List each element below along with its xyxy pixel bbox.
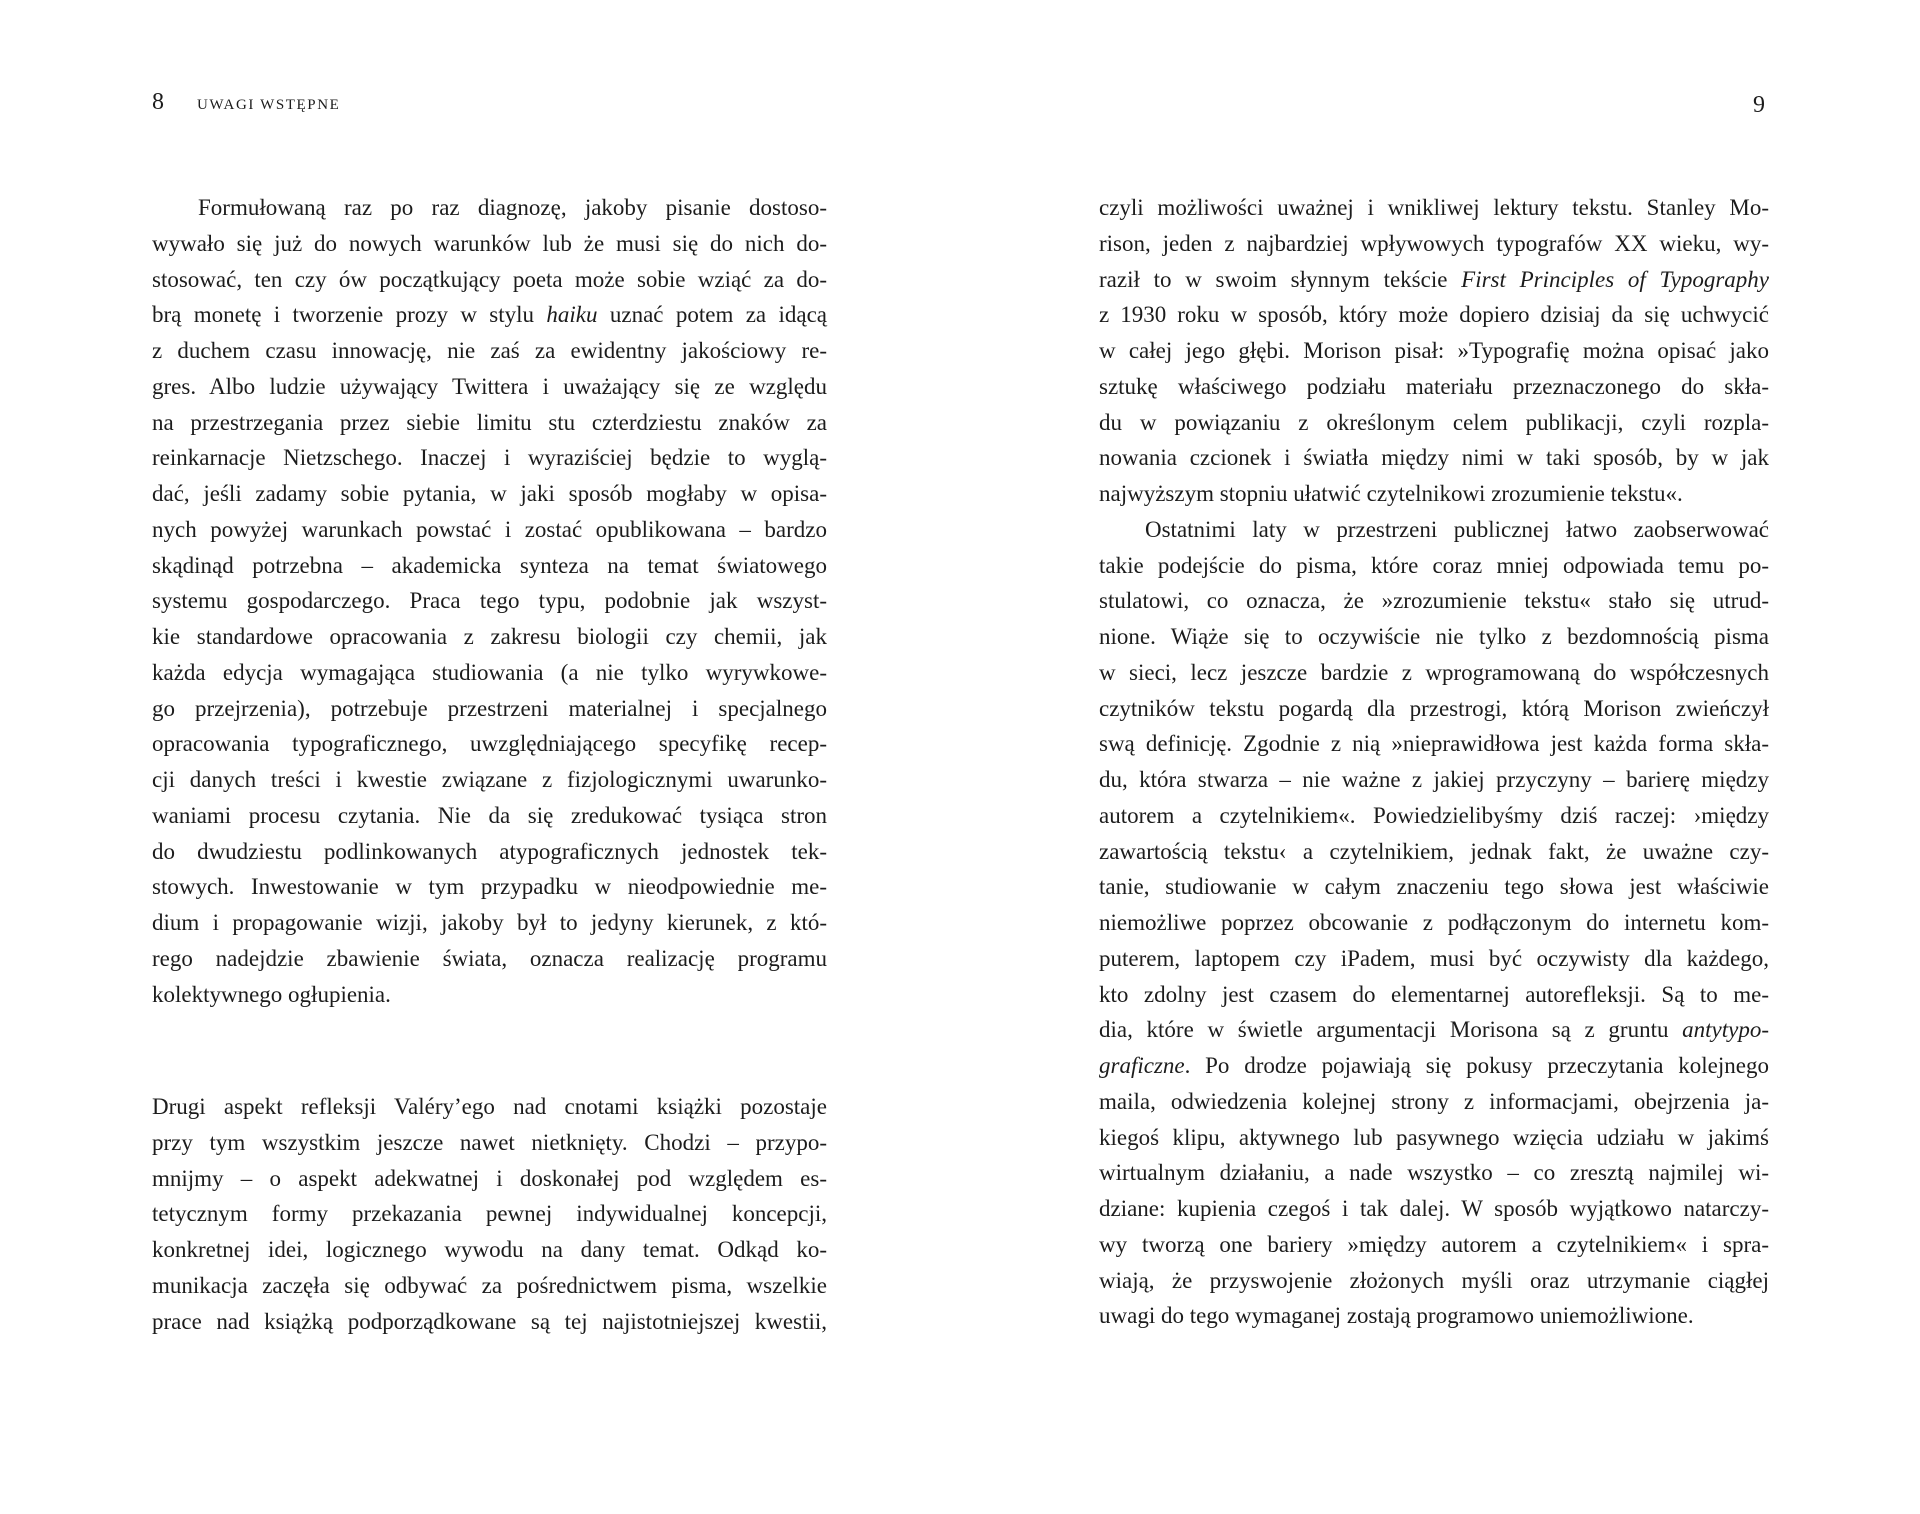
italic-title: haiku: [546, 302, 598, 328]
text-line: rison, jeden z najbardziej wpływowych typografów XX wieku, wy-: [1099, 230, 1769, 256]
text-line: nione. Wiąże się to oczywiście nie tylko z bezdomnością pisma: [1099, 624, 1769, 649]
text-line: stosować, ten czy ów początkujący poeta może sobie wziąć za do-: [152, 266, 827, 292]
text-line: do dwudziestu podlinkowanych atypograficznych jednostek tek-: [152, 838, 827, 864]
text-line: Drugi aspekt refleksji Valéry’ego nad cnotami książki pozostaje: [152, 1094, 827, 1119]
left-page-paragraph-2: [152, 1089, 827, 1339]
text-line: systemu gospodarczego. Praca tego typu, podobnie jak wszyst-: [152, 588, 827, 614]
text-line: wirtualnym działaniu, a nade wszystko – co zresztą najmilej wi-: [1099, 1160, 1769, 1186]
text-line: munikacja zaczęła się odbywać za pośrednictwem pisma, wszelkie: [152, 1272, 827, 1298]
italic-title: antytypo-: [1682, 1017, 1769, 1043]
text-line: autorem a czytelnikiem«. Powiedzielibyśmy dziś raczej: ›między: [1099, 802, 1769, 828]
text-line: [1099, 1048, 1769, 1084]
text-line: wy tworzą one bariery »między autorem a czytelnikiem« i spra-: [1099, 1231, 1769, 1257]
text-line: dziane: kupienia czegoś i tak dalej. W sposób wyjątkowo natarczy-: [1099, 1196, 1769, 1221]
text-line: Formułowaną raz po raz diagnozę, jakoby pisanie dostoso-: [198, 195, 827, 220]
text-line: najwyższym stopniu ułatwić czytelnikowi zrozumienie tekstu«.: [1099, 481, 1683, 506]
text-line: nowania czcionek i światła między nimi w taki sposób, by w jak: [1099, 445, 1769, 471]
text-line: maila, odwiedzenia kolejnej strony z informacjami, obejrzenia ja-: [1099, 1088, 1769, 1114]
text-line: go przejrzenia), potrzebuje przestrzeni materialnej i specjalnego: [152, 695, 827, 721]
text-segment: . Po drodze pojawiają się pokusy przeczytania kolejnego: [1184, 1053, 1769, 1078]
text-segment: uznać potem za idącą: [597, 302, 828, 328]
text-line: skądinąd potrzebna – akademicka synteza na temat światowego: [152, 552, 827, 578]
text-line: kolektywnego ogłupienia.: [152, 981, 391, 1007]
text-line: [1099, 1012, 1769, 1048]
right-page-text: [1099, 190, 1769, 1334]
text-line: z 1930 roku w sposób, który może dopiero dzisiaj da się uchwycić: [1099, 302, 1769, 328]
text-segment: raził to w swoim słynnym tekście: [1099, 266, 1462, 292]
text-line: dać, jeśli zadamy sobie pytania, w jaki sposób mogłaby w opisa-: [152, 481, 827, 506]
text-line: tetycznym formy przekazania pewnej indywidualnej koncepcji,: [152, 1201, 827, 1227]
right-page-paragraph-2: [1099, 512, 1769, 1334]
text-line: [1099, 262, 1769, 298]
left-page-paragraph-1: [152, 190, 827, 1012]
page-number-left: 8: [152, 89, 164, 115]
text-segment: dia, które w świetle argumentacji Morisona są z gruntu: [1099, 1017, 1683, 1043]
text-line: sztukę właściwego podziału materiału przeznaczonego do skła-: [1099, 373, 1769, 399]
running-head: UWAGI WSTĘPNE: [197, 97, 341, 113]
text-line: waniami procesu czytania. Nie da się zredukować tysiąca stron: [152, 802, 827, 828]
text-line: cji danych treści i kwestie związane z fizjologicznymi uwarunko-: [152, 767, 827, 792]
right-page-paragraph-1: [1099, 190, 1769, 512]
text-line: tanie, studiowanie w całym znaczeniu tego słowa jest właściwie: [1099, 874, 1769, 900]
text-line: takie podejście do pisma, które coraz mniej odpowiada temu po-: [1099, 552, 1769, 578]
text-line: rego nadejdzie zbawienie świata, oznacza realizację programu: [152, 945, 827, 971]
text-line: prace nad książką podporządkowane są tej najistotniejszej kwestii,: [152, 1308, 827, 1334]
text-line: z duchem czasu innowację, nie zaś za ewidentny jakościowy re-: [152, 338, 827, 363]
text-line: w sieci, lecz jeszcze bardzie z wprogramowaną do współczesnych: [1099, 659, 1769, 685]
italic-title: First Principles of Typography: [1461, 266, 1769, 292]
text-line: każda edycja wymagająca studiowania (a nie tylko wyrywkowe-: [152, 659, 827, 685]
text-line: w całej jego głębi. Morison pisał: »Typografię można opisać jako: [1099, 338, 1769, 363]
text-line: wiają, że przyswojenie złożonych myśli oraz utrzymanie ciągłej: [1099, 1267, 1769, 1293]
text-line: nych powyżej warunkach powstać i zostać opublikowana – bardzo: [152, 516, 827, 542]
text-line: czytników tekstu pogardą dla przestrogi, którą Morison zwieńczył: [1099, 695, 1769, 721]
italic-title: graficzne: [1099, 1053, 1185, 1078]
text-line: niemożliwe poprzez obcowanie z podłączonym do internetu kom-: [1099, 910, 1769, 935]
text-line: puterem, laptopem czy iPadem, musi być oczywisty dla każdego,: [1099, 945, 1769, 971]
text-line: gres. Albo ludzie używający Twittera i uważający się ze względu: [152, 373, 827, 399]
page-number-right: 9: [1753, 92, 1765, 118]
text-line: kie standardowe opracowania z zakresu biologii czy chemii, jak: [152, 624, 827, 649]
text-line: du w powiązaniu z określonym celem publikacji, czyli rozpla-: [1099, 409, 1769, 435]
text-line: dium i propagowanie wizji, jakoby był to jedyny kierunek, z któ-: [152, 910, 827, 935]
text-line: reinkarnacje Nietzschego. Inaczej i wyraziściej będzie to wyglą-: [152, 445, 827, 471]
text-line: uwagi do tego wymaganej zostają programowo uniemożliwione.: [1099, 1303, 1694, 1329]
text-line: na przestrzegania przez siebie limitu stu czterdziestu znaków za: [152, 409, 827, 435]
text-line: wywało się już do nowych warunków lub że musi się do nich do-: [152, 230, 827, 256]
text-segment: brą monetę i tworzenie prozy w stylu: [152, 302, 547, 328]
text-line: kiegoś klipu, aktywnego lub pasywnego wzięcia udziału w jakimś: [1099, 1124, 1769, 1150]
text-line: opracowania typograficznego, uwzględniającego specyfikę recep-: [152, 731, 827, 757]
text-line: stowych. Inwestowanie w tym przypadku w nieodpowiednie me-: [152, 874, 827, 900]
text-line: czyli możliwości uważnej i wnikliwej lektury tekstu. Stanley Mo-: [1099, 195, 1769, 220]
text-line: konkretnej idei, logicznego wywodu na dany temat. Odkąd ko-: [152, 1237, 827, 1262]
text-line: mnijmy – o aspekt adekwatnej i doskonałej pod względem es-: [152, 1165, 827, 1191]
text-line: przy tym wszystkim jeszcze nawet nietknięty. Chodzi – przypo-: [152, 1129, 827, 1155]
text-line: kto zdolny jest czasem do elementarnej autorefleksji. Są to me-: [1099, 981, 1769, 1007]
text-line: zawartością tekstu‹ a czytelnikiem, jednak fakt, że uważne czy-: [1099, 838, 1769, 864]
text-line: [152, 297, 827, 333]
text-line: du, która stwarza – nie ważne z jakiej przyczyny – barierę między: [1099, 767, 1769, 792]
text-line: stulatowi, co oznacza, że »zrozumienie tekstu« stało się utrud-: [1099, 588, 1769, 614]
text-line: Ostatnimi laty w przestrzeni publicznej łatwo zaobserwować: [1145, 516, 1769, 542]
text-line: swą definicję. Zgodnie z nią »nieprawidłowa jest każda forma skła-: [1099, 731, 1769, 757]
